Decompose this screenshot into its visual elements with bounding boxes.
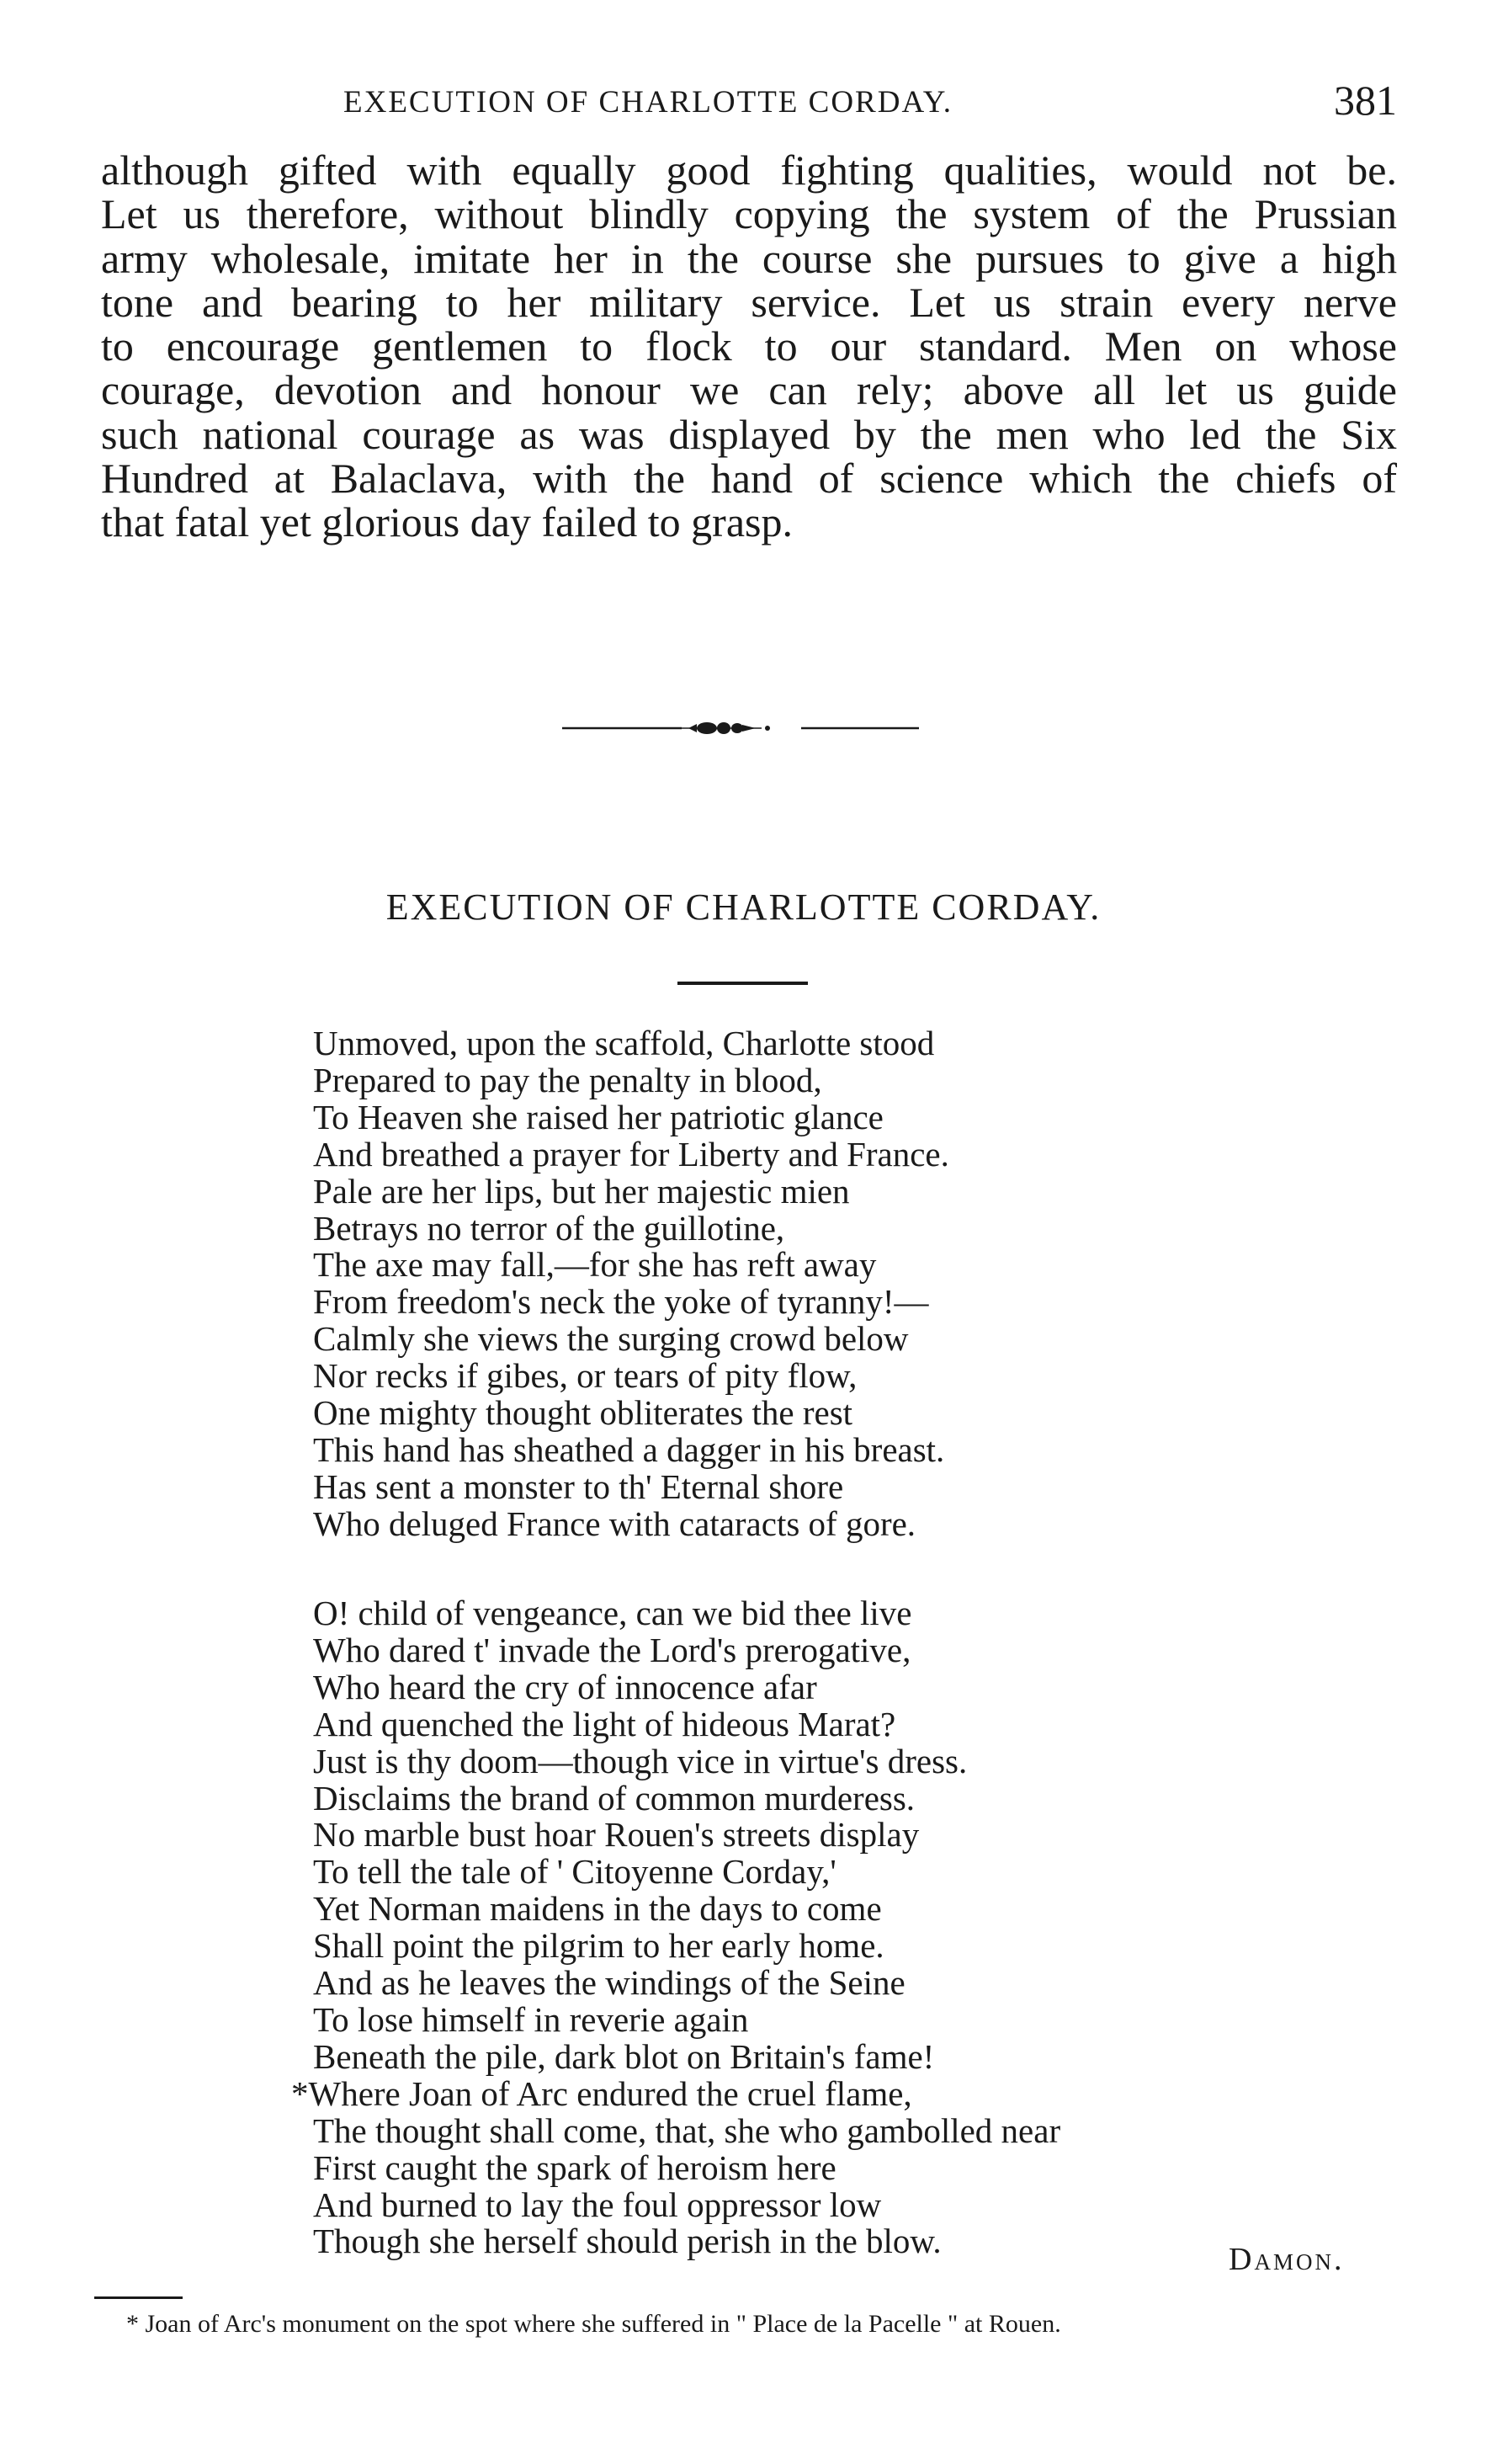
verse-line: And burned to lay the foul oppressor low [313,2185,882,2224]
prose-line: tone and bearing to her military service. Let us strain every nerve [101,278,1397,326]
prose-line: Let us therefore, without blindly copying the system of the Prussian [101,190,1397,238]
verse-line: The axe may fall,—for she has reft away [313,1245,877,1285]
footnote-rule [94,2296,183,2299]
verse-line: Calmly she views the surging crowd below [313,1319,909,1359]
prose-line: to encourage gentlemen to flock to our standard. Men on whose [101,322,1397,370]
verse-line: To tell the tale of ' Citoyenne Corday,' [313,1852,836,1892]
footnote: * Joan of Arc's monument on the spot where she suffered in " Place de la Pacelle " at Rouen. [126,2310,1061,2338]
verse-line: Who heard the cry of innocence afar [313,1667,817,1706]
verse-line: Who deluged France with cataracts of gore. [313,1503,916,1543]
verse-line: No marble bust hoar Rouen's streets display [313,1815,920,1855]
verse-line: O! child of vengeance, can we bid thee live [313,1594,912,1632]
prose-paragraph [101,148,1397,545]
verse-line: Though she herself should perish in the blow. [313,2222,942,2261]
verse-line: To lose himself in reverie again [313,1999,749,2039]
verse-line: Who dared t' invade the Lord's prerogative, [313,1630,911,1669]
stanza-1 [313,1025,1323,1543]
verse-line: This hand has sheathed a dagger in his breast. [313,1429,945,1469]
verse-line: And breathed a prayer for Liberty and France. [313,1134,949,1173]
verse-line: And as he leaves the windings of the Seine [313,1963,905,2003]
verse-line: To Heaven she raised her patriotic glance [313,1097,884,1136]
verse-line: The thought shall come, that, she who gambolled near [313,2110,1061,2150]
verse-line: Beneath the pile, dark blot on Britain's fame! [313,2036,935,2076]
running-head [101,77,1397,131]
stanza-2 [291,1594,1323,2261]
prose-line: such national courage as was displayed by the men who led the Six [101,410,1397,458]
prose-line: courage, devotion and honour we can rely; above all let us guide [101,366,1397,414]
author-signature: Damon. [1229,2242,1345,2277]
verse-line: And quenched the light of hideous Marat? [313,1704,896,1743]
verse-line: Betrays no terror of the guillotine, [313,1208,785,1248]
prose-line: army wholesale, imitate her in the course she pursues to give a high [101,234,1397,282]
verse-line: Shall point the pilgrim to her early home. [313,1926,884,1966]
verse-line-footnote-marked: *Where Joan of Arc endured the cruel flame, [291,2073,912,2113]
running-title: EXECUTION OF CHARLOTTE CORDAY. [343,85,953,120]
prose-line: Hundred at Balaclava, with the hand of science which the chiefs of [101,455,1397,503]
poem-title: EXECUTION OF CHARLOTTE CORDAY. [385,886,1102,928]
page-number: 381 [1334,77,1397,124]
verse-line: Disclaims the brand of common murderess. [313,1778,916,1817]
verse-line: Nor recks if gibes, or tears of pity flow, [313,1356,858,1396]
verse-line: Pale are her lips, but her majestic mien [313,1171,850,1211]
verse-line: Yet Norman maidens in the days to come [313,1889,882,1929]
prose-line: although gifted with equally good fighting qualities, would not be. [101,146,1397,194]
section-ornament [555,716,926,741]
verse-line: Has sent a monster to th' Eternal shore [313,1466,844,1506]
verse-line: One mighty thought obliterates the rest [313,1393,853,1433]
prose-line: that fatal yet glorious day failed to grasp. [101,498,793,546]
verse-line: First caught the spark of heroism here [313,2147,836,2187]
verse-line: Prepared to pay the penalty in blood, [313,1060,822,1099]
verse-line: Just is thy doom—though vice in virtue's dress. [313,1741,968,1780]
title-rule [677,982,808,985]
verse-line: From freedom's neck the yoke of tyranny!— [313,1282,929,1322]
verse-line: Unmoved, upon the scaffold, Charlotte stood [313,1024,935,1062]
